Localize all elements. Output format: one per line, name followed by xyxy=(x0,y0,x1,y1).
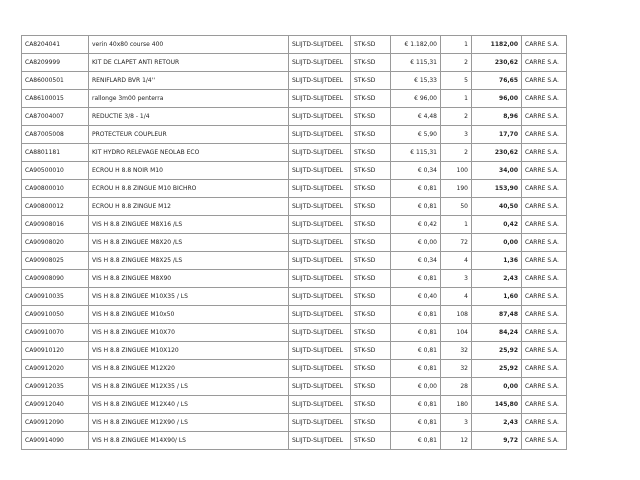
cell-description: VIS H 8.8 ZINGUEE M8X25 /LS xyxy=(89,252,289,270)
cell-item-code: CA8801181 xyxy=(22,144,89,162)
cell-unit: STK-SD xyxy=(351,306,391,324)
cell-item-code: CA90908025 xyxy=(22,252,89,270)
table-body xyxy=(22,36,567,450)
cell-description: KIT HYDRO RELEVAGE NEOLAB ECO xyxy=(89,144,289,162)
cell-quantity: 4 xyxy=(441,252,472,270)
inventory-table xyxy=(21,35,567,450)
cell-item-code: CA90908090 xyxy=(22,270,89,288)
cell-total: 0,42 xyxy=(472,216,522,234)
table-row xyxy=(22,198,567,216)
cell-unit-price: € 0,81 xyxy=(391,306,441,324)
table-row xyxy=(22,396,567,414)
cell-customer: CARRE S.A. xyxy=(522,288,567,306)
cell-unit-price: € 0,81 xyxy=(391,414,441,432)
cell-quantity: 50 xyxy=(441,198,472,216)
cell-quantity: 28 xyxy=(441,378,472,396)
cell-description: KIT DE CLAPET ANTI RETOUR xyxy=(89,54,289,72)
cell-description: VIS H 8.8 ZINGUEE M8X20 /LS xyxy=(89,234,289,252)
table-row xyxy=(22,414,567,432)
cell-unit-price: € 0,81 xyxy=(391,342,441,360)
cell-description: rallonge 3m00 penterra xyxy=(89,90,289,108)
cell-customer: CARRE S.A. xyxy=(522,396,567,414)
table-row xyxy=(22,180,567,198)
cell-category: SLIJTD-SLIJTDEEL xyxy=(289,90,351,108)
cell-category: SLIJTD-SLIJTDEEL xyxy=(289,162,351,180)
cell-description: ECROU H 8.8 ZINGUE M12 xyxy=(89,198,289,216)
cell-unit-price: € 0,81 xyxy=(391,432,441,450)
cell-description: PROTECTEUR COUPLEUR xyxy=(89,126,289,144)
cell-unit-price: € 0,42 xyxy=(391,216,441,234)
cell-category: SLIJTD-SLIJTDEEL xyxy=(289,72,351,90)
cell-total: 76,65 xyxy=(472,72,522,90)
cell-unit: STK-SD xyxy=(351,180,391,198)
cell-customer: CARRE S.A. xyxy=(522,432,567,450)
cell-unit: STK-SD xyxy=(351,108,391,126)
cell-category: SLIJTD-SLIJTDEEL xyxy=(289,36,351,54)
cell-customer: CARRE S.A. xyxy=(522,216,567,234)
table-row xyxy=(22,252,567,270)
cell-description: RENIFLARD BVR 1/4'' xyxy=(89,72,289,90)
cell-description: VIS H 8.8 ZINGUEE M14X90/ LS xyxy=(89,432,289,450)
cell-unit: STK-SD xyxy=(351,396,391,414)
cell-description: verin 40x80 course 400 xyxy=(89,36,289,54)
cell-item-code: CA90500010 xyxy=(22,162,89,180)
cell-customer: CARRE S.A. xyxy=(522,324,567,342)
cell-total: 230,62 xyxy=(472,54,522,72)
table-row xyxy=(22,36,567,54)
cell-total: 153,90 xyxy=(472,180,522,198)
cell-customer: CARRE S.A. xyxy=(522,144,567,162)
cell-total: 34,00 xyxy=(472,162,522,180)
cell-quantity: 1 xyxy=(441,90,472,108)
cell-customer: CARRE S.A. xyxy=(522,72,567,90)
cell-total: 1,60 xyxy=(472,288,522,306)
cell-quantity: 1 xyxy=(441,36,472,54)
table-row xyxy=(22,360,567,378)
cell-item-code: CA87004007 xyxy=(22,108,89,126)
cell-unit-price: € 0,81 xyxy=(391,270,441,288)
cell-description: REDUCTIE 3/8 - 1/4 xyxy=(89,108,289,126)
cell-category: SLIJTD-SLIJTDEEL xyxy=(289,216,351,234)
cell-unit: STK-SD xyxy=(351,270,391,288)
cell-total: 40,50 xyxy=(472,198,522,216)
cell-unit-price: € 0,00 xyxy=(391,234,441,252)
cell-total: 17,70 xyxy=(472,126,522,144)
cell-unit-price: € 115,31 xyxy=(391,54,441,72)
cell-quantity: 180 xyxy=(441,396,472,414)
cell-total: 87,48 xyxy=(472,306,522,324)
cell-unit: STK-SD xyxy=(351,144,391,162)
cell-category: SLIJTD-SLIJTDEEL xyxy=(289,432,351,450)
cell-category: SLIJTD-SLIJTDEEL xyxy=(289,252,351,270)
cell-description: VIS H 8.8 ZINGUEE M10X70 xyxy=(89,324,289,342)
cell-customer: CARRE S.A. xyxy=(522,360,567,378)
cell-description: VIS H 8.8 ZINGUEE M12X20 xyxy=(89,360,289,378)
cell-category: SLIJTD-SLIJTDEEL xyxy=(289,342,351,360)
cell-customer: CARRE S.A. xyxy=(522,180,567,198)
cell-unit-price: € 0,81 xyxy=(391,324,441,342)
cell-unit: STK-SD xyxy=(351,252,391,270)
cell-unit-price: € 15,33 xyxy=(391,72,441,90)
cell-customer: CARRE S.A. xyxy=(522,108,567,126)
cell-category: SLIJTD-SLIJTDEEL xyxy=(289,324,351,342)
table-row xyxy=(22,234,567,252)
cell-item-code: CA8209999 xyxy=(22,54,89,72)
cell-unit-price: € 0,81 xyxy=(391,396,441,414)
cell-customer: CARRE S.A. xyxy=(522,252,567,270)
cell-unit: STK-SD xyxy=(351,432,391,450)
cell-item-code: CA90908016 xyxy=(22,216,89,234)
table-row xyxy=(22,288,567,306)
cell-total: 25,92 xyxy=(472,360,522,378)
cell-unit-price: € 0,34 xyxy=(391,252,441,270)
cell-total: 25,92 xyxy=(472,342,522,360)
cell-customer: CARRE S.A. xyxy=(522,306,567,324)
cell-unit: STK-SD xyxy=(351,342,391,360)
cell-total: 9,72 xyxy=(472,432,522,450)
cell-total: 145,80 xyxy=(472,396,522,414)
cell-category: SLIJTD-SLIJTDEEL xyxy=(289,414,351,432)
cell-category: SLIJTD-SLIJTDEEL xyxy=(289,144,351,162)
cell-unit: STK-SD xyxy=(351,126,391,144)
cell-quantity: 2 xyxy=(441,144,472,162)
table-row xyxy=(22,342,567,360)
cell-quantity: 32 xyxy=(441,360,472,378)
cell-description: VIS H 8.8 ZINGUEE M10X35 / LS xyxy=(89,288,289,306)
cell-item-code: CA90912090 xyxy=(22,414,89,432)
cell-item-code: CA90910120 xyxy=(22,342,89,360)
cell-total: 230,62 xyxy=(472,144,522,162)
cell-description: VIS H 8.8 ZINGUEE M12X40 / LS xyxy=(89,396,289,414)
table-row xyxy=(22,90,567,108)
cell-unit-price: € 0,81 xyxy=(391,180,441,198)
cell-description: ECROU H 8.8 ZINGUE M10 BICHRO xyxy=(89,180,289,198)
cell-customer: CARRE S.A. xyxy=(522,162,567,180)
cell-customer: CARRE S.A. xyxy=(522,342,567,360)
cell-unit-price: € 4,48 xyxy=(391,108,441,126)
cell-total: 1182,00 xyxy=(472,36,522,54)
cell-item-code: CA90800012 xyxy=(22,198,89,216)
cell-category: SLIJTD-SLIJTDEEL xyxy=(289,234,351,252)
table-row xyxy=(22,108,567,126)
cell-item-code: CA90912020 xyxy=(22,360,89,378)
table-row xyxy=(22,162,567,180)
cell-quantity: 12 xyxy=(441,432,472,450)
cell-customer: CARRE S.A. xyxy=(522,90,567,108)
cell-total: 0,00 xyxy=(472,234,522,252)
cell-item-code: CA90910035 xyxy=(22,288,89,306)
cell-item-code: CA86100015 xyxy=(22,90,89,108)
cell-item-code: CA90910070 xyxy=(22,324,89,342)
cell-unit-price: € 0,81 xyxy=(391,360,441,378)
table-row xyxy=(22,306,567,324)
cell-customer: CARRE S.A. xyxy=(522,378,567,396)
cell-item-code: CA90800010 xyxy=(22,180,89,198)
cell-quantity: 5 xyxy=(441,72,472,90)
cell-unit: STK-SD xyxy=(351,414,391,432)
cell-description: VIS H 8.8 ZINGUEE M10x50 xyxy=(89,306,289,324)
cell-category: SLIJTD-SLIJTDEEL xyxy=(289,360,351,378)
cell-total: 1,36 xyxy=(472,252,522,270)
cell-quantity: 2 xyxy=(441,108,472,126)
table-row xyxy=(22,324,567,342)
cell-unit: STK-SD xyxy=(351,162,391,180)
cell-unit: STK-SD xyxy=(351,288,391,306)
cell-category: SLIJTD-SLIJTDEEL xyxy=(289,378,351,396)
cell-quantity: 3 xyxy=(441,126,472,144)
cell-unit: STK-SD xyxy=(351,234,391,252)
cell-unit-price: € 0,34 xyxy=(391,162,441,180)
cell-customer: CARRE S.A. xyxy=(522,270,567,288)
cell-description: ECROU H 8.8 NOIR M10 xyxy=(89,162,289,180)
cell-total: 0,00 xyxy=(472,378,522,396)
cell-item-code: CA90910050 xyxy=(22,306,89,324)
cell-unit: STK-SD xyxy=(351,378,391,396)
cell-category: SLIJTD-SLIJTDEEL xyxy=(289,306,351,324)
cell-customer: CARRE S.A. xyxy=(522,54,567,72)
cell-quantity: 3 xyxy=(441,270,472,288)
table-row xyxy=(22,144,567,162)
cell-quantity: 1 xyxy=(441,216,472,234)
cell-unit-price: € 0,40 xyxy=(391,288,441,306)
cell-quantity: 4 xyxy=(441,288,472,306)
cell-description: VIS H 8.8 ZINGUEE M8X90 xyxy=(89,270,289,288)
cell-unit-price: € 0,81 xyxy=(391,198,441,216)
cell-item-code: CA90908020 xyxy=(22,234,89,252)
cell-description: VIS H 8.8 ZINGUEE M12X35 / LS xyxy=(89,378,289,396)
cell-quantity: 72 xyxy=(441,234,472,252)
cell-category: SLIJTD-SLIJTDEEL xyxy=(289,54,351,72)
table-row xyxy=(22,126,567,144)
cell-quantity: 2 xyxy=(441,54,472,72)
cell-unit-price: € 115,31 xyxy=(391,144,441,162)
cell-unit: STK-SD xyxy=(351,324,391,342)
cell-description: VIS H 8.8 ZINGUEE M8X16 /LS xyxy=(89,216,289,234)
cell-item-code: CA90912040 xyxy=(22,396,89,414)
cell-customer: CARRE S.A. xyxy=(522,36,567,54)
cell-unit: STK-SD xyxy=(351,216,391,234)
cell-quantity: 3 xyxy=(441,414,472,432)
cell-customer: CARRE S.A. xyxy=(522,414,567,432)
cell-item-code: CA86000501 xyxy=(22,72,89,90)
table-row xyxy=(22,72,567,90)
cell-customer: CARRE S.A. xyxy=(522,126,567,144)
cell-unit: STK-SD xyxy=(351,90,391,108)
cell-description: VIS H 8.8 ZINGUEE M12X90 / LS xyxy=(89,414,289,432)
cell-item-code: CA90912035 xyxy=(22,378,89,396)
cell-quantity: 108 xyxy=(441,306,472,324)
cell-total: 2,43 xyxy=(472,414,522,432)
cell-unit: STK-SD xyxy=(351,198,391,216)
cell-category: SLIJTD-SLIJTDEEL xyxy=(289,198,351,216)
cell-category: SLIJTD-SLIJTDEEL xyxy=(289,270,351,288)
cell-total: 84,24 xyxy=(472,324,522,342)
table-row xyxy=(22,216,567,234)
cell-unit-price: € 1.182,00 xyxy=(391,36,441,54)
cell-quantity: 100 xyxy=(441,162,472,180)
cell-unit: STK-SD xyxy=(351,72,391,90)
cell-customer: CARRE S.A. xyxy=(522,234,567,252)
cell-category: SLIJTD-SLIJTDEEL xyxy=(289,126,351,144)
cell-unit: STK-SD xyxy=(351,360,391,378)
cell-total: 96,00 xyxy=(472,90,522,108)
cell-item-code: CA90914090 xyxy=(22,432,89,450)
cell-quantity: 190 xyxy=(441,180,472,198)
table-row xyxy=(22,432,567,450)
cell-category: SLIJTD-SLIJTDEEL xyxy=(289,288,351,306)
cell-total: 8,96 xyxy=(472,108,522,126)
cell-item-code: CA8204041 xyxy=(22,36,89,54)
cell-category: SLIJTD-SLIJTDEEL xyxy=(289,396,351,414)
cell-unit: STK-SD xyxy=(351,54,391,72)
cell-description: VIS H 8.8 ZINGUEE M10X120 xyxy=(89,342,289,360)
cell-unit: STK-SD xyxy=(351,36,391,54)
cell-customer: CARRE S.A. xyxy=(522,198,567,216)
cell-unit-price: € 0,00 xyxy=(391,378,441,396)
table-row xyxy=(22,54,567,72)
cell-quantity: 32 xyxy=(441,342,472,360)
table-row xyxy=(22,378,567,396)
cell-category: SLIJTD-SLIJTDEEL xyxy=(289,108,351,126)
cell-unit-price: € 96,00 xyxy=(391,90,441,108)
cell-category: SLIJTD-SLIJTDEEL xyxy=(289,180,351,198)
table-row xyxy=(22,270,567,288)
cell-total: 2,43 xyxy=(472,270,522,288)
cell-item-code: CA87005008 xyxy=(22,126,89,144)
cell-unit-price: € 5,90 xyxy=(391,126,441,144)
cell-quantity: 104 xyxy=(441,324,472,342)
